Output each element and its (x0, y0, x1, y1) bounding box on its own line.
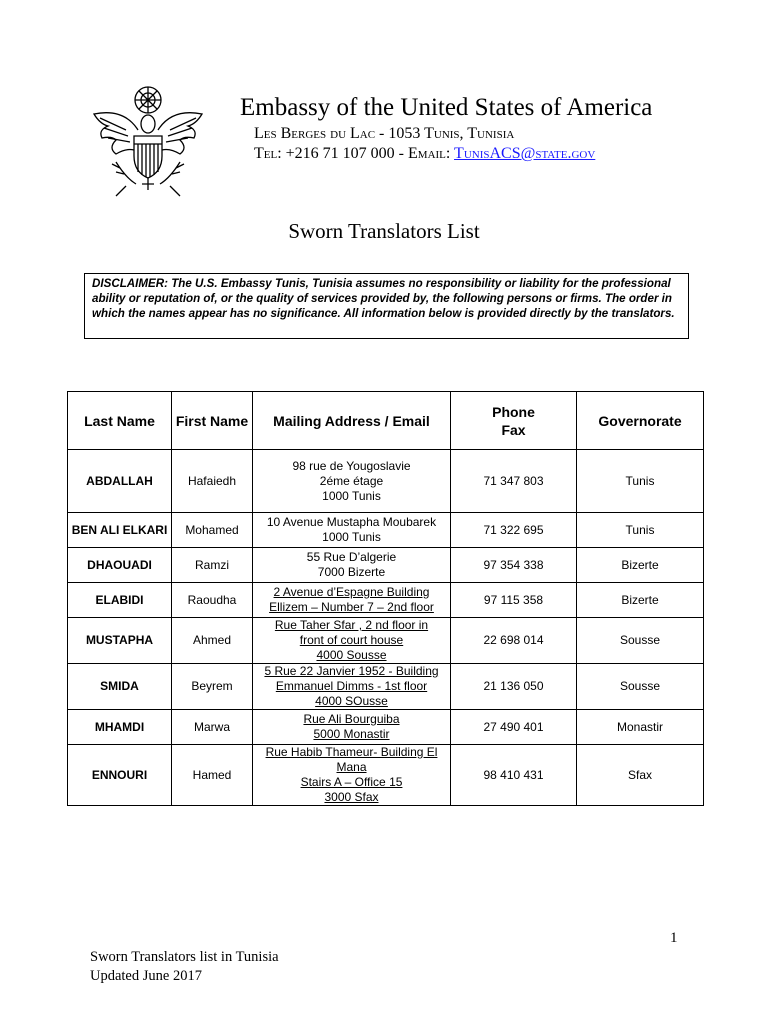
cell-governorate: Monastir (577, 710, 704, 745)
col-header-first-name: First Name (172, 392, 253, 450)
tel-label: Tel: +216 71 107 000 - Email: (254, 145, 455, 162)
address-line-text: Stairs A – Office 15 (300, 775, 403, 789)
address-line-text: Rue Habib Thameur- Building El (265, 745, 438, 759)
address-line (256, 489, 447, 504)
address-line (256, 459, 447, 474)
table-header-row (68, 392, 704, 450)
footer-line-1: Sworn Translators list in Tunisia (90, 949, 279, 965)
address-line (256, 775, 447, 790)
page-number: 1 (670, 930, 678, 946)
address-line-text: Mana (336, 760, 367, 774)
table-row (68, 450, 704, 513)
address-line-text: Rue Ali Bourguiba (303, 712, 400, 726)
cell-first-name: Ramzi (172, 548, 253, 583)
table-row (68, 548, 704, 583)
cell-governorate: Sousse (577, 618, 704, 664)
cell-last-name: DHAOUADI (68, 548, 172, 583)
address-line-text: 5000 Monastir (313, 727, 390, 741)
col-header-phone: Phone Fax (451, 392, 577, 450)
table-body (68, 450, 704, 806)
cell-governorate: Sfax (577, 745, 704, 806)
cell-address (253, 513, 451, 548)
col-header-governorate: Governorate (577, 392, 704, 450)
cell-last-name: ABDALLAH (68, 450, 172, 513)
embassy-contact (254, 144, 595, 164)
cell-governorate: Tunis (577, 450, 704, 513)
cell-phone: 71 347 803 (451, 450, 577, 513)
address-line (256, 515, 447, 530)
great-seal-icon (86, 78, 210, 202)
address-line (256, 745, 447, 760)
address-line-text: Emmanuel Dimms - 1st floor (275, 679, 428, 693)
col-header-last-name: Last Name (68, 392, 172, 450)
address-line (256, 727, 447, 742)
address-line (256, 760, 447, 775)
cell-address (253, 664, 451, 710)
address-line (256, 664, 447, 679)
cell-address (253, 583, 451, 618)
address-line (256, 712, 447, 727)
address-line (256, 530, 447, 545)
cell-phone: 71 322 695 (451, 513, 577, 548)
address-line-text: 98 rue de Yougoslavie (292, 458, 411, 473)
document-title: Sworn Translators List (288, 219, 480, 243)
address-line (256, 600, 447, 615)
address-line (256, 550, 447, 565)
cell-phone: 97 115 358 (451, 583, 577, 618)
address-line (256, 694, 447, 709)
embassy-address: Les Berges du Lac - 1053 Tunis, Tunisia (254, 125, 515, 142)
cell-first-name: Beyrem (172, 664, 253, 710)
address-line-text: 1000 Tunis (322, 530, 381, 544)
cell-governorate: Bizerte (577, 548, 704, 583)
table-row (68, 583, 704, 618)
address-line (256, 474, 447, 489)
address-line-text: 4000 SOusse (315, 694, 388, 708)
cell-last-name: MUSTAPHA (68, 618, 172, 664)
cell-governorate: Bizerte (577, 583, 704, 618)
table-row (68, 513, 704, 548)
address-line-text: 2éme étage (319, 473, 384, 488)
address-line (256, 679, 447, 694)
table-row (68, 710, 704, 745)
cell-phone: 22 698 014 (451, 618, 577, 664)
footer (90, 948, 279, 986)
address-line-text: Ellizem – Number 7 – 2nd floor (269, 600, 434, 614)
cell-phone: 21 136 050 (451, 664, 577, 710)
cell-phone: 97 354 338 (451, 548, 577, 583)
cell-last-name: BEN ALI ELKARI (68, 513, 172, 548)
address-line-text: 7000 Bizerte (317, 565, 386, 579)
cell-phone: 98 410 431 (451, 745, 577, 806)
disclaimer-box: DISCLAIMER: The U.S. Embassy Tunis, Tunisia assumes no responsibility or liability for the professional ability or reputation of, or the quality of services provided by, the following persons or firms. The order in which the names appear has no significance. All information below is provided directly by the translators. (84, 273, 689, 339)
address-line-text: Rue Taher Sfar , 2 nd floor in (274, 618, 429, 632)
embassy-title: Embassy of the United States of America (240, 94, 653, 121)
cell-address (253, 450, 451, 513)
address-line (256, 648, 447, 663)
cell-first-name: Hafaiedh (172, 450, 253, 513)
cell-first-name: Raoudha (172, 583, 253, 618)
cell-address (253, 710, 451, 745)
col-header-address: Mailing Address / Email (253, 392, 451, 450)
address-line-text: 1000 Tunis (322, 488, 381, 503)
cell-first-name: Hamed (172, 745, 253, 806)
cell-phone: 27 490 401 (451, 710, 577, 745)
address-line (256, 633, 447, 648)
address-line (256, 565, 447, 580)
cell-first-name: Ahmed (172, 618, 253, 664)
cell-address (253, 745, 451, 806)
address-line-text: 10 Avenue Mustapha Moubarek (266, 515, 437, 529)
cell-governorate: Sousse (577, 664, 704, 710)
cell-address (253, 618, 451, 664)
email-link[interactable]: TunisACS@state.gov (454, 145, 596, 162)
cell-governorate: Tunis (577, 513, 704, 548)
footer-line-2: Updated June 2017 (90, 968, 202, 984)
address-line (256, 790, 447, 805)
cell-last-name: ELABIDI (68, 583, 172, 618)
table-row (68, 664, 704, 710)
translators-table (67, 391, 704, 806)
cell-address (253, 548, 451, 583)
cell-first-name: Marwa (172, 710, 253, 745)
table-row (68, 745, 704, 806)
address-line-text: 2 Avenue d’Espagne Building (273, 585, 430, 599)
cell-last-name: ENNOURI (68, 745, 172, 806)
address-line-text: front of court house (299, 633, 404, 647)
address-line-text: 55 Rue D’algerie (306, 550, 397, 564)
table-row (68, 618, 704, 664)
address-line-text: 3000 Sfax (324, 790, 379, 804)
address-line (256, 585, 447, 600)
address-line-text: 4000 Sousse (316, 648, 387, 662)
address-line (256, 618, 447, 633)
cell-first-name: Mohamed (172, 513, 253, 548)
cell-last-name: SMIDA (68, 664, 172, 710)
cell-last-name: MHAMDI (68, 710, 172, 745)
address-line-text: 5 Rue 22 Janvier 1952 - Building (264, 664, 439, 678)
